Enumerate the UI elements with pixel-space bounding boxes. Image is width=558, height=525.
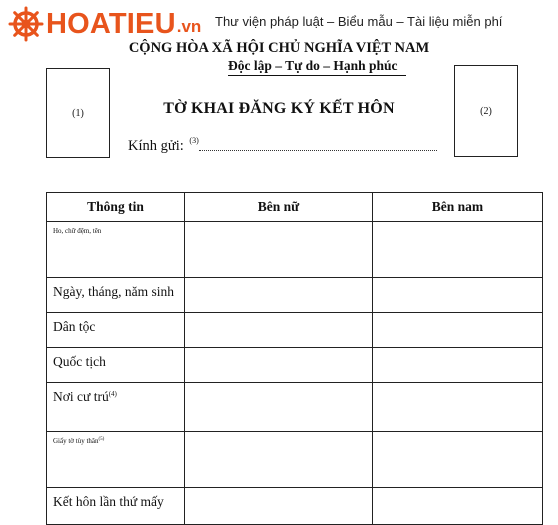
- cell-male-birthdate[interactable]: [373, 278, 543, 313]
- logo-brand-text: HOATIEU: [46, 8, 176, 40]
- nation-heading: CỘNG HÒA XÃ HỘI CHỦ NGHĨA VIỆT NAM: [128, 40, 430, 56]
- recipient-line: [128, 136, 199, 155]
- table-row: [47, 383, 543, 432]
- cell-male-nationality[interactable]: [373, 348, 543, 383]
- photo-left-label: (1): [72, 107, 84, 119]
- recipient-footnote: (3): [189, 136, 199, 145]
- table-row: [47, 432, 543, 488]
- row-label-id-document: Giấy tờ tùy thân$^{(5)}$: [47, 432, 185, 488]
- row-label-ethnicity: Dân tộc: [47, 313, 185, 348]
- cell-female-marriage-count[interactable]: [185, 488, 373, 525]
- cell-female-full-name[interactable]: [185, 222, 373, 278]
- cell-male-full-name[interactable]: [373, 222, 543, 278]
- cell-male-id-document[interactable]: [373, 432, 543, 488]
- logo-domain-text: .vn: [176, 17, 202, 36]
- cell-male-residence[interactable]: [373, 383, 543, 432]
- ship-wheel-icon: [8, 6, 44, 42]
- residence-footnote: (4): [108, 390, 117, 398]
- cell-male-marriage-count[interactable]: [373, 488, 543, 525]
- row-label-nationality: Quốc tịch: [47, 348, 185, 383]
- cell-female-residence[interactable]: [185, 383, 373, 432]
- form-title: TỜ KHAI ĐĂNG KÝ KẾT HÔN: [163, 100, 395, 117]
- cell-female-ethnicity[interactable]: [185, 313, 373, 348]
- photo-right-label: (2): [480, 105, 492, 117]
- header-info: Thông tin: [47, 193, 185, 222]
- row-label-residence: Nơi cư trú$^{(4)}$: [47, 383, 185, 432]
- hoatieu-logo[interactable]: [8, 4, 201, 44]
- cell-female-id-document[interactable]: [185, 432, 373, 488]
- id-document-footnote: (5): [98, 437, 105, 442]
- motto-underline: [228, 75, 406, 76]
- row-label-marriage-count: Kết hôn lần thứ mấy: [47, 488, 185, 525]
- table-row: [47, 278, 543, 313]
- cell-male-ethnicity[interactable]: [373, 313, 543, 348]
- registration-table: [46, 192, 543, 525]
- row-label-birthdate: Ngày, tháng, năm sinh: [47, 278, 185, 313]
- table-row: [47, 313, 543, 348]
- row-label-full-name: Ho, chữ đệm, tên: [47, 222, 185, 278]
- recipient-label: Kính gửi:: [128, 138, 184, 154]
- cell-female-nationality[interactable]: [185, 348, 373, 383]
- cell-female-birthdate[interactable]: [185, 278, 373, 313]
- table-header-row: [47, 193, 543, 222]
- table-row: [47, 488, 543, 525]
- site-tagline: Thư viện pháp luật – Biểu mẫu – Tài liệu miễn phí: [215, 14, 503, 29]
- header-female: Bên nữ: [185, 193, 373, 222]
- recipient-input-line[interactable]: [199, 150, 437, 151]
- header-male: Bên nam: [373, 193, 543, 222]
- table-row: [47, 348, 543, 383]
- table-row: [47, 222, 543, 278]
- motto: Độc lập – Tự do – Hạnh phúc: [228, 58, 398, 73]
